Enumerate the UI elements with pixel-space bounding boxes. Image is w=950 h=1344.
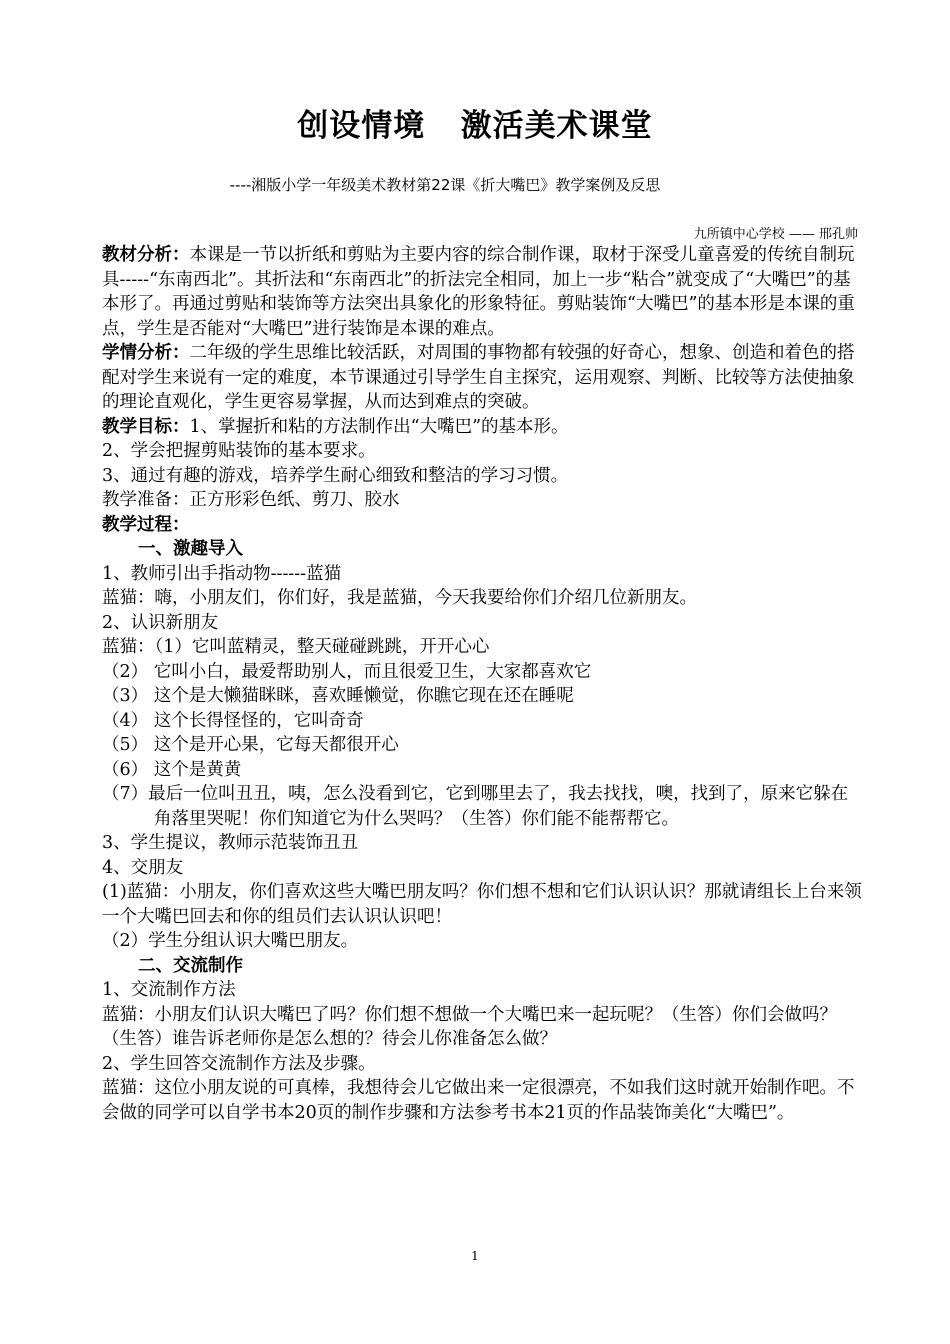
page-title: 创设情境 激活美术课堂	[297, 108, 653, 144]
goal-1: 1、掌握折和粘的方法制作出“大嘴巴”的基本形。	[189, 416, 569, 437]
part1-title: 一、激趣导入	[138, 539, 243, 559]
part2-title: 二、交流制作	[138, 955, 243, 976]
q4-line: 蓝猫：这位小朋友说的可真棒，我想待会儿它做出来一定很漂亮，不如我们这时就开始制作吧。不会做的同学可以自学书本20页的制作步骤和方法参考书本21页的作品装饰美化“大嘴巴”。	[102, 1078, 855, 1123]
p2-line: 蓝猫：嗨，小朋友们，你们好，我是蓝猫，今天我要给你们介绍几位新朋友。	[102, 588, 697, 608]
analysis-label: 教材分析：	[102, 245, 190, 265]
document-body	[102, 243, 862, 1125]
goal-3: 3、通过有趣的游戏，培养学生耐心细致和整洁的学习习惯。	[102, 465, 569, 486]
p11-line: 3、学生提议，教师示范装饰丑丑	[102, 833, 359, 853]
p7-line: （4） 这个长得怪怪的，它叫奇奇	[102, 710, 364, 731]
page-subtitle: ----湘版小学一年级美术教材第22课《折大嘴巴》教学案例及反思	[229, 176, 661, 194]
q1-line: 1、交流制作方法	[102, 980, 236, 1000]
p1-line: 1、教师引出手指动物------蓝猫	[102, 563, 342, 584]
p9-line: （6） 这个是黄黄	[102, 759, 242, 780]
p10-line: （7）最后一位叫丑丑，咦，怎么没看到它，它到哪里去了，我去找找，噢，找到了，原来它躲在角落里哭呢！你们知道它为什么哭吗？（生答）你们能不能帮帮它。	[102, 784, 849, 829]
author-line: 九所镇中心学校 —— 邢孔帅	[693, 227, 858, 242]
analysis-paragraph	[102, 243, 862, 341]
p14-line: （2）学生分组认识大嘴巴朋友。	[102, 931, 359, 951]
p4-line: 蓝猫：（1）它叫蓝精灵，整天碰碰跳跳，开开心心	[102, 637, 490, 657]
prep-line: 教学准备：正方形彩色纸、剪刀、胶水	[102, 490, 400, 510]
goal-label: 教学目标：	[102, 416, 190, 437]
goal-2: 2、学会把握剪贴装饰的基本要求。	[102, 441, 376, 461]
p3-line: 2、认识新朋友	[102, 612, 219, 633]
p8-line: （5） 这个是开心果，它每天都很开心	[102, 735, 399, 755]
student-paragraph	[102, 341, 862, 415]
q3-line: 2、学生回答交流制作方法及步骤。	[102, 1053, 376, 1074]
process-label: 教学过程：	[102, 514, 190, 535]
p12-line: 4、交朋友	[102, 857, 184, 878]
page-number: 1	[471, 1249, 479, 1263]
p6-line: （3） 这个是大懒猫眯眯，喜欢睡懒觉，你瞧它现在还在睡呢	[102, 686, 574, 706]
student-text: 二年级的学生思维比较活跃，对周围的事物都有较强的好奇心，想象、创造和着色的搭配对学生来说有一定的难度，本节课通过引导学生自主探究，运用观察、判断、比较等方法使抽象的理论直观化，学生更容易掌握，从而达到难点的突破。	[102, 343, 855, 412]
goal-paragraph	[102, 415, 862, 440]
q2-line: 蓝猫：小朋友们认识大嘴巴了吗？你们想不想做一个大嘴巴来一起玩呢？（生答）你们会做吗？（生答）谁告诉老师你是怎么想的？待会儿你准备怎么做？	[102, 1004, 837, 1049]
student-label: 学情分析：	[102, 343, 190, 363]
analysis-text: 本课是一节以折纸和剪贴为主要内容的综合制作课，取材于深受儿童喜爱的传统自制玩具-----“东南西北”。其折法和“东南西北”的折法完全相同，加上一步“粘合”就变成了“大嘴巴”的基本形了。再通过剪贴和装饰等方法突出具象化的形象特征。剪贴装饰“大嘴巴”的基本形是本课的重点，学生是否能对“大嘴巴”进行装饰是本课的难点。	[102, 245, 855, 339]
p13-line: (1)蓝猫：小朋友，你们喜欢这些大嘴巴朋友吗？你们想不想和它们认识认识？那就请组长上台来领一个大嘴巴回去和你的组员们去认识认识吧！	[102, 882, 862, 927]
p5-line: （2） 它叫小白，最爱帮助别人，而且很爱卫生，大家都喜欢它	[102, 661, 592, 682]
